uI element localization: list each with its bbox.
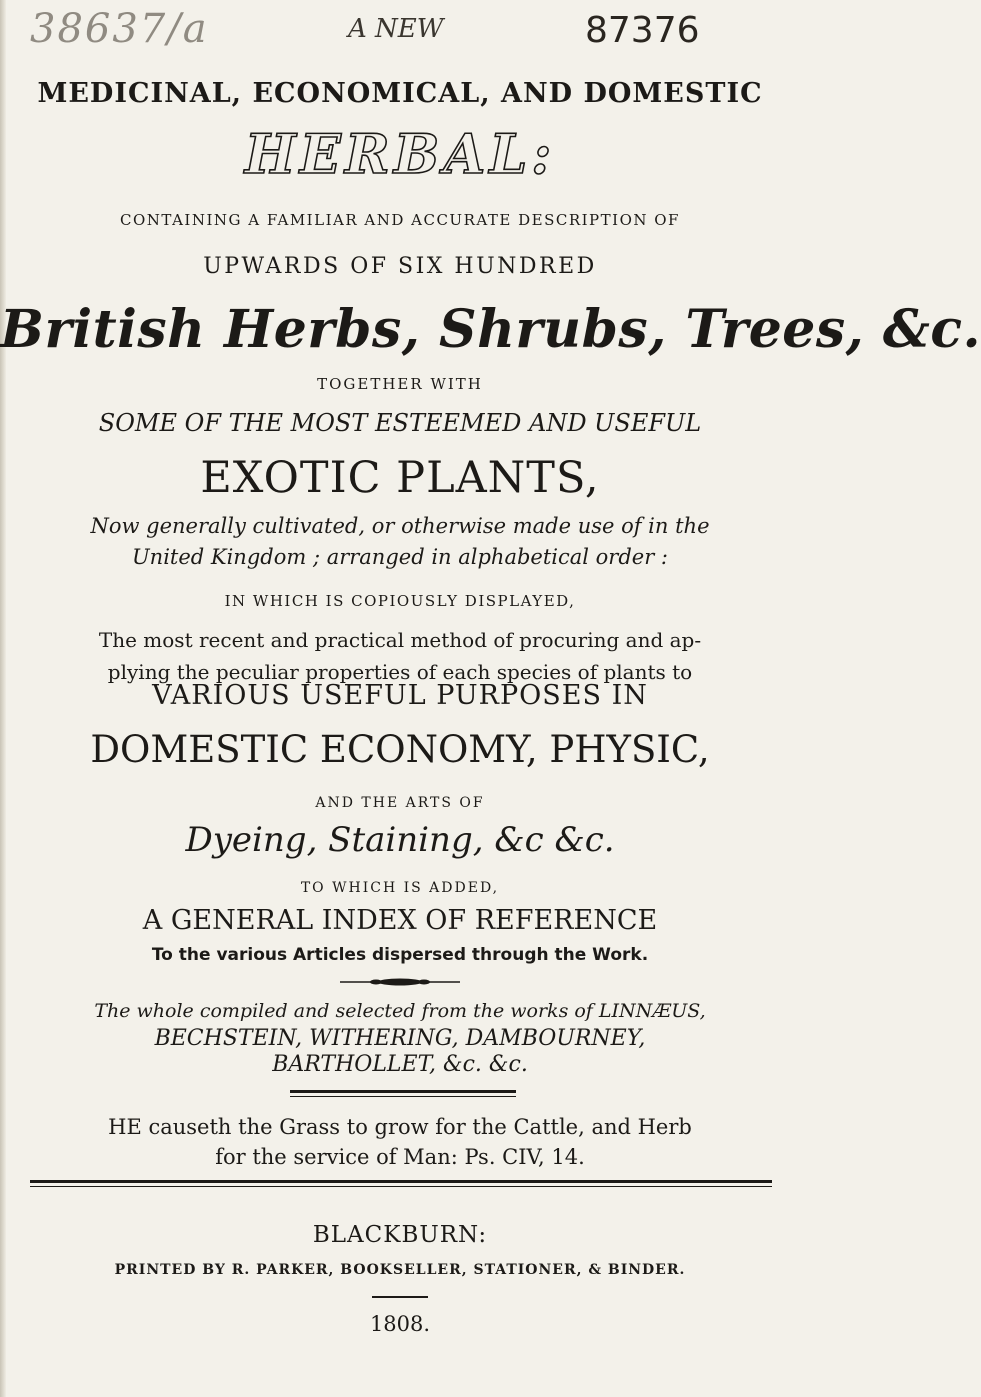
ornament-divider <box>340 978 460 986</box>
imprint-printer: PRINTED BY R. PARKER, BOOKSELLER, STATIONER, & BINDER. <box>114 1262 686 1278</box>
handwritten-note: A NEW <box>348 14 444 44</box>
title-line-1: MEDICINAL, ECONOMICAL, AND DOMESTIC <box>37 78 763 109</box>
title-british-herbs: British Herbs, Shrubs, Trees, &c. <box>0 299 981 360</box>
title-dyeing: Dyeing, Staining, &c &c. <box>185 820 615 860</box>
imprint-place: BLACKBURN: <box>312 1222 488 1248</box>
long-rule <box>30 1180 772 1183</box>
title-line-3: CONTAINING A FAMILIAR AND ACCURATE DESCRIPTION OF <box>120 211 680 229</box>
title-line-9: Now generally cultivated, or otherwise made use of in the <box>90 514 710 538</box>
imprint-year: 1808. <box>369 1312 431 1336</box>
title-domestic-economy: DOMESTIC ECONOMY, PHYSIC, <box>90 728 710 771</box>
title-line-21: The whole compiled and selected from the works of LINNÆUS, <box>94 1000 706 1022</box>
epigraph-line-1: HE causeth the Grass to grow for the Cattle, and Herb <box>108 1115 692 1139</box>
title-herbal: HERBAL: <box>244 122 556 186</box>
title-line-10: United Kingdom ; arranged in alphabetical order : <box>131 545 669 569</box>
double-rule-upper-thin <box>290 1096 516 1097</box>
title-line-6: TOGETHER WITH <box>317 375 483 393</box>
title-line-18: TO WHICH IS ADDED, <box>300 880 500 896</box>
long-rule-thin <box>30 1186 772 1187</box>
title-line-23: BARTHOLLET, &c. &c. <box>272 1052 528 1077</box>
title-line-16: AND THE ARTS OF <box>315 795 485 811</box>
title-line-12: The most recent and practical method of procuring and ap- <box>98 628 702 652</box>
title-line-20: To the various Articles dispersed through the Work. <box>151 945 649 965</box>
epigraph-line-2: for the service of Man: Ps. CIV, 14. <box>215 1145 585 1169</box>
title-line-4: UPWARDS OF SIX HUNDRED <box>203 254 597 279</box>
handwritten-number: 87376 <box>585 10 700 51</box>
title-exotic-plants: EXOTIC PLANTS, <box>200 453 600 503</box>
title-line-13: plying the peculiar properties of each species of plants to <box>107 660 693 684</box>
title-line-22: BECHSTEIN, WITHERING, DAMBOURNEY, <box>154 1026 646 1051</box>
title-line-7: SOME OF THE MOST ESTEEMED AND USEFUL <box>98 409 702 437</box>
title-line-14: VARIOUS USEFUL PURPOSES IN <box>152 680 648 711</box>
double-rule-upper <box>290 1090 516 1093</box>
title-line-11: IN WHICH IS COPIOUSLY DISPLAYED, <box>224 592 576 610</box>
title-general-index: A GENERAL INDEX OF REFERENCE <box>142 905 658 936</box>
handwritten-shelfmark: 38637/a <box>30 6 209 52</box>
short-rule <box>372 1296 428 1298</box>
